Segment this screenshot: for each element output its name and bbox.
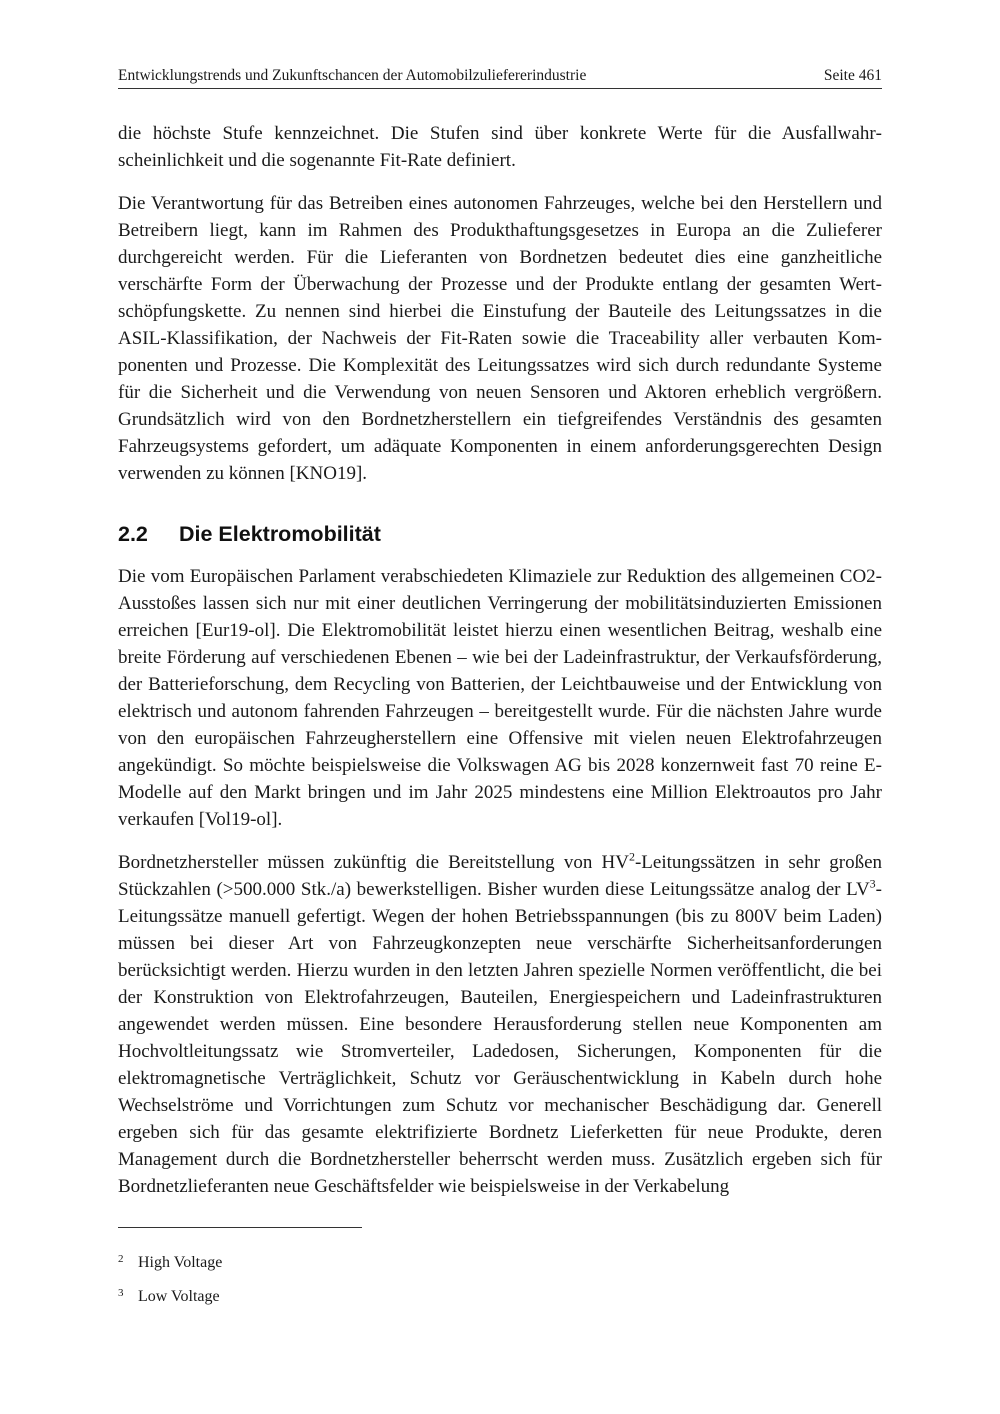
footnote-divider — [118, 1227, 362, 1228]
section-heading — [118, 519, 882, 549]
paragraph-4 — [118, 849, 882, 1200]
paragraph-1: die höchste Stufe kennzeichnet. Die Stufen sind über konkrete Werte für die Ausfallwahrscheinlichkeit und die sogenannte Fit-Rate definiert. — [118, 123, 882, 171]
paragraph-3: Die vom Europäischen Parlament verabschiedeten Klimaziele zur Reduktion des allgemeinen CO2-Ausstoßes lassen sich nur mit einer deutlichen Verringerung der mobilitätsinduzierten Emissionen erreichen [Eur19-ol]. Die Elektromobilität leistet hierzu einen wesentlichen Beitrag, weshalb eine breite Förderung auf verschiedenen Ebenen – wie bei der Ladeinfrastruktur, der Verkaufsförderung, der Batterieforschung, dem Recycling von Batterien, der Leichtbauweise und der Entwicklung von elektrisch und autonom fahrenden Fahrzeugen – bereitgestellt wurde. Für die nächsten Jahre wurde von den europäischen Fahrzeugherstellern eine Offensive mit vielen neuen Elektrofahrzeugen angekündigt. So möchte beispielsweise die Volkswagen AG bis 2028 konzernweit fast 70 reine E-Modelle auf den Markt bringen und im Jahr 2025 mindestens eine Million Elektroautos pro Jahr verkaufen [Vol19-ol]. — [118, 566, 882, 830]
footnote-ref-3[interactable]: 3 — [869, 876, 876, 891]
running-header — [118, 64, 882, 89]
body-text — [118, 120, 882, 1216]
footnote-text: Low Voltage — [138, 1288, 220, 1305]
section-title: Die Elektromobilität — [179, 522, 381, 546]
paragraph-2: Die Verantwortung für das Betreiben eines autonomen Fahrzeuges, welche bei den Herstellern und Betreibern liegt, kann im Rahmen des Produkthaftungsgesetzes in Europa an die Zulieferer durchgereicht werden. Für die Lieferanten von Bordnetzen bedeutet dies eine ganzheitliche verschärfte Form der Überwachung der Prozesse und der Produkte entlang der gesamten Wertschöpfungskette. Zu nennen sind hierbei die Einstufung der Bauteile des Leitungssatzes in die ASIL-Klassifikation, der Nachweis der Fit-Raten sowie die Traceability aller verbauten Komponenten und Prozesse. Die Komplexität des Leitungssatzes wird sich durch redundante Systeme für die Sicherheit und die Verwendung von neuen Sensoren und Aktoren erheblich vergrößern. Grundsätzlich wird von den Bordnetzherstellern ein tiefgreifendes Verständnis des gesamten Fahrzeugsystems gefordert, um adäquate Komponenten in einem anforderungsgerechten Design verwenden zu können [KNO19]. — [118, 193, 882, 484]
footnotes — [118, 1248, 882, 1316]
section-number: 2.2 — [118, 522, 148, 546]
header-title: Entwicklungstrends und Zukunftschancen der Automobilzuliefererindustrie — [118, 67, 587, 84]
footnote-text: High Voltage — [138, 1254, 223, 1271]
paragraph-4-part-a: Bordnetzhersteller müssen zukünftig die Bereitstellung von HV — [118, 852, 629, 873]
footnote-number: 3 — [118, 1287, 124, 1299]
footnote — [118, 1248, 882, 1270]
footnote — [118, 1282, 882, 1304]
paragraph-4-part-c: -Leitungssätze manuell gefertigt. Wegen der hohen Betriebsspannungen (bis zu 800V beim Laden) müssen bei dieser Art von Fahrzeugkonzepten neue verschärfte Sicherheitsanforderungen berücksichtigt werden. Hierzu wurden in den letzten Jahren spezielle Normen veröffentlicht, die bei der Konstruktion von Elektrofahrzeugen, Bauteilen, Energiespeichern und Ladeinfrastrukturen angewendet werden müssen. Eine besondere Herausforderung stellen neue Komponenten am Hochvoltleitungssatz wie Stromverteiler, Ladedosen, Sicherungen, Komponenten für die elektromagnetische Verträglichkeit, Schutz vor Geräuschentwicklung in Kabeln durch hohe Wechselströme und Vorrichtungen zum Schutz vor mechanischer Beschädigung dar. Generell ergeben sich für das gesamte elektrifizierte Bordnetz Lieferketten für neue Produkte, deren Management durch die Bordnetzhersteller beherrscht werden muss. Zusätzlich ergeben sich für Bordnetzlieferanten neue Geschäftsfelder wie beispielsweise in der Verkabelung — [118, 879, 882, 1197]
footnote-number: 2 — [118, 1253, 124, 1265]
footnote-ref-2[interactable]: 2 — [628, 849, 635, 864]
paragraph-4-part-b: -Leitungssätzen in sehr großen Stückzahlen (>500.000 Stk./a) bewerkstelligen. Bisher wurden diese Leitungssätze analog der LV — [118, 852, 883, 900]
page-number: Seite 461 — [823, 67, 882, 84]
